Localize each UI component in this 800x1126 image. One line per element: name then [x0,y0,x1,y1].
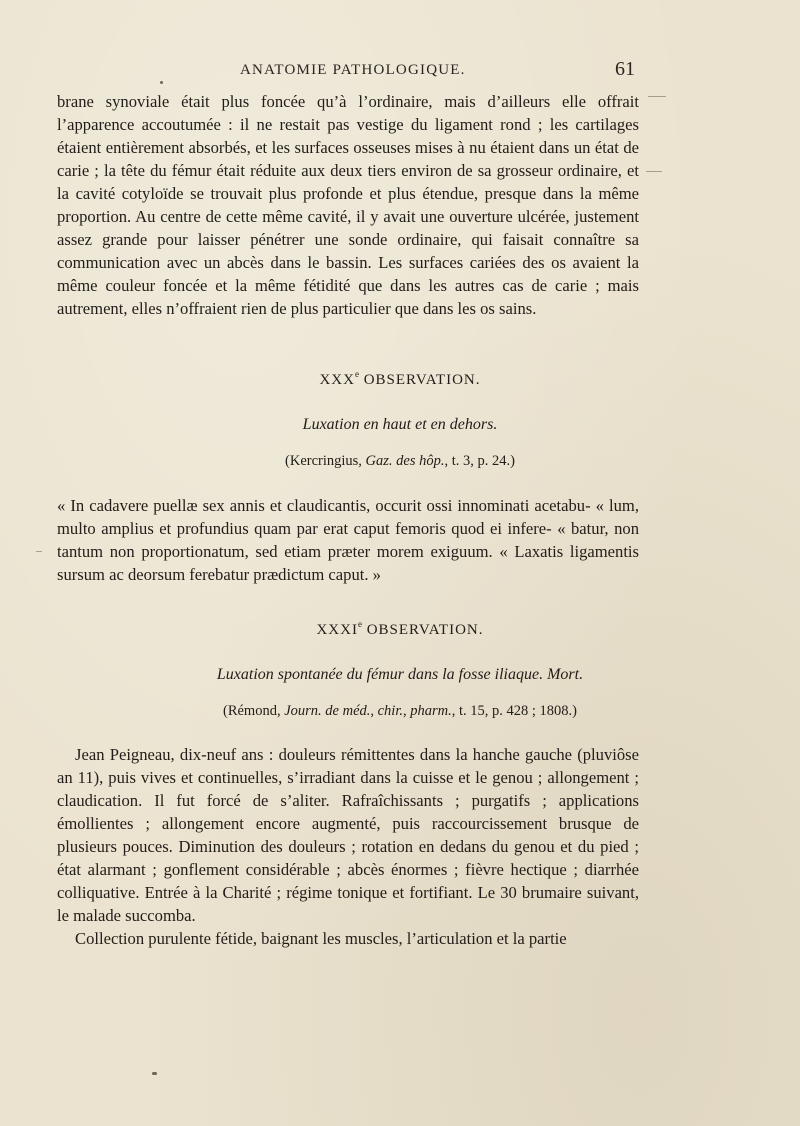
observation-30-reference [0,453,800,470]
observation-31-ref-rest: , t. 15, p. 428 ; 1808.) [451,703,578,719]
observation-30-ref-journal: Gaz. des hôp. [365,453,445,469]
margin-pencil-mark [646,171,662,172]
observation-31-word: OBSERVATION. [366,622,484,638]
intro-paragraph: brane synoviale était plus foncée qu’à l’ordinaire, mais d’ailleurs elle offrait l’apparence accoutumée : il ne restait pas vestige du ligament rond ; les cartilages étaient entièrement absorbés, et les surfaces osseuses mises à nu étaient dans un état de carie ; la tête du fémur était réduite aux deux tiers environ de sa grosseur ordinaire, et la cavité cotyloïde se trouvait plus profonde et plus étendue, presque dans la même proportion. Au centre de cette même cavité, il y avait une ouverture ulcérée, justement assez grande pour laisser pénétrer une sonde ordinaire, qui faisait connaître sa communication avec un abcès dans le bassin. Les surfaces cariées des os avaient la même couleur foncée et la même fétidité que dans les autres cas de carie ; mais autrement, elles n’offraient rien de plus particulier que dans les os sains. [57,92,639,318]
margin-pencil-mark [648,96,666,97]
observation-31-sup: e [357,619,362,629]
observation-31-reference [0,703,800,720]
observation-31-paragraph-2: Collection purulente fétide, baignant les muscles, l’articulation et la partie [75,929,567,948]
observation-31-number: XXXI [316,622,358,638]
ink-speck [160,81,163,84]
observation-30-ref-rest: , t. 3, p. 24.) [444,453,515,469]
page-number: 61 [615,58,635,80]
observation-31-title [0,619,800,639]
observation-31-text-block [57,743,639,950]
observation-30-word: OBSERVATION. [363,372,481,388]
margin-pencil-mark [36,551,42,552]
observation-30-ref-author: (Kercringius, [285,453,362,469]
observation-30-subtitle: Luxation en haut et en dehors. [302,416,498,433]
ink-speck [152,1072,157,1075]
observation-31-ref-journal: Journ. de méd., chir., pharm. [284,703,452,719]
observation-30-text-block [57,494,639,586]
observation-30-title [0,369,800,389]
observation-30-sup: e [354,369,359,379]
observation-31-paragraph-1: Jean Peigneau, dix-neuf ans : douleurs rémittentes dans la hanche gauche (pluviôse an 11), puis vives et continuelles, s’irradiant dans la cuisse et le genou ; allongement ; claudication. Il fut forcé de s’aliter. Rafraîchissants ; purgatifs ; applications émollientes ; allongement encore augmenté, puis raccourcissement brusque de plusieurs pouces. Diminution des douleurs ; rotation en dedans du genou et du pied ; état alarmant ; gonflement considérable ; abcès énormes ; fièvre hectique ; diarrhée colliquative. Entrée à la Charité ; régime tonique et fortifiant. Le 30 brumaire suivant, le malade succomba. [57,745,639,925]
observation-30-number: XXX [319,372,355,388]
running-head: ANATOMIE PATHOLOGIQUE. [240,62,466,78]
observation-30-text: « In cadavere puellæ sex annis et claudicantis, occurit ossi innominati acetabu- « lum, multo amplius et profundius quam par erat caput femoris quod ei infere- « batur, non tantum non proportionatum, sed etiam præter morem exiguum. « Laxatis ligamentis sursum ac deorsum ferebatur prædictum caput. » [57,496,639,584]
observation-31-ref-author: (Rémond, [222,703,281,719]
observation-31-subtitle: Luxation spontanée du fémur dans la fosse iliaque. Mort. [216,666,584,683]
page-header [0,60,800,88]
intro-paragraph-block [57,90,639,320]
